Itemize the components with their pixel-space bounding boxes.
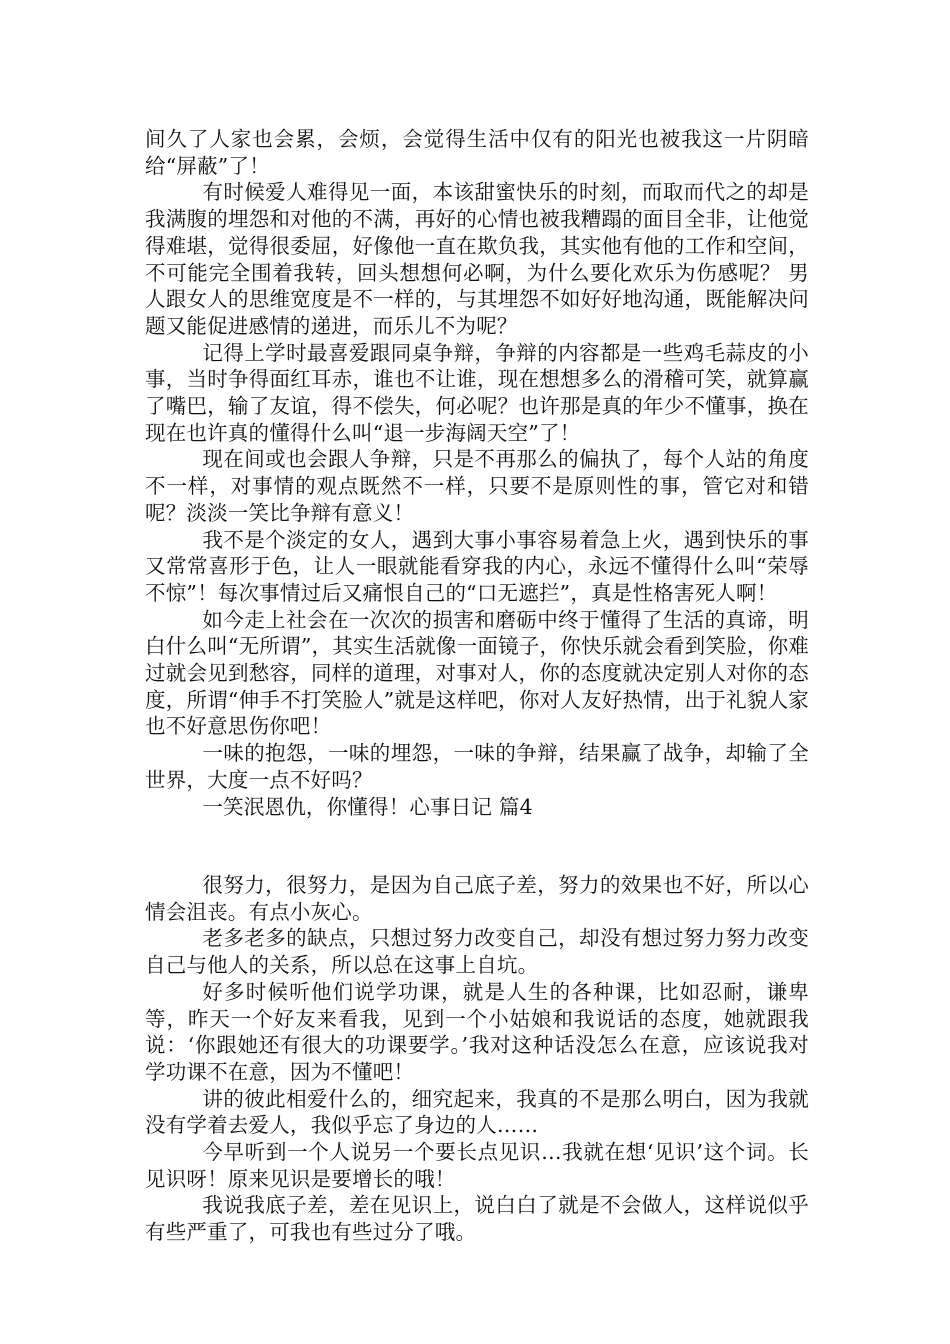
paragraph: 很努力，很努力，是因为自己底子差，努力的效果也不好，所以心情会沮丧。有点小灰心。	[145, 873, 809, 924]
top-text-section	[145, 126, 809, 820]
paragraph: 间久了人家也会累，会烦，会觉得生活中仅有的阳光也被我这一片阴暗给“屏蔽”了！	[145, 127, 809, 178]
bottom-text-section	[145, 872, 809, 1246]
paragraph: 好多时候听他们说学功课，就是人生的各种课，比如忍耐，谦卑等，昨天一个好友来看我，见到一个小姑娘和我说话的态度，她就跟我说：‘你跟她还有很大的功课要学。’我对这种话没怎么在意，应该说我对学功课不在意，因为不懂吧！	[145, 979, 809, 1084]
paragraph: 现在间或也会跟人争辩，只是不再那么的偏执了，每个人站的角度不一样，对事情的观点既然不一样，只要不是原则性的事，管它对和错呢？淡淡一笑比争辩有意义！	[145, 447, 809, 525]
section-heading: 一笑泯恩仇，你懂得！心事日记 篇4	[202, 794, 533, 819]
paragraph: 我说我底子差，差在见识上，说白白了就是不会做人，这样说似乎有些严重了，可我也有些过分了哦。	[145, 1193, 809, 1245]
paragraph: 讲的彼此相爱什么的，细究起来，我真的不是那么明白，因为我就没有学着去爱人，我似乎忘了身边的人……	[145, 1086, 809, 1138]
paragraph: 如今走上社会在一次次的损害和磨砺中终于懂得了生活的真谛，明白什么叫“无所谓”，其实生活就像一面镜子，你快乐就会看到笑脸，你难过就会见到愁容，同样的道理，对事对人，你的态度就决定别人对你的态度，所谓“伸手不打笑脸人”就是这样吧，你对人友好热情，出于礼貌人家也不好意思伤你吧！	[145, 607, 809, 739]
paragraph: 今早听到一个人说另一个要长点见识…我就在想‘见识’这个词。长见识呀！原来见识是要增长的哦！	[145, 1140, 809, 1191]
paragraph: 老多老多的缺点，只想过努力改变自己，却没有想过努力努力改变自己与他人的关系，所以总在这事上自坑。	[145, 926, 809, 978]
paragraph: 记得上学时最喜爱跟同桌争辩，争辩的内容都是一些鸡毛蒜皮的小事，当时争得面红耳赤，谁也不让谁，现在想想多么的滑稽可笑，就算赢了嘴巴，输了友谊，得不偿失，何必呢？也许那是真的年少不懂事，换在现在也许真的懂得什么叫“退一步海阔天空”了！	[145, 340, 809, 445]
paragraph: 一味的抱怨，一味的埋怨，一味的争辩，结果赢了战争，却输了全世界，大度一点不好吗？	[145, 741, 809, 792]
paragraph: 我不是个淡定的女人，遇到大事小事容易着急上火，遇到快乐的事又常常喜形于色，让人一眼就能看穿我的内心，永远不懂得什么叫“荣辱不惊”！每次事情过后又痛恨自己的“口无遮拦”，真是性格害死人啊！	[145, 527, 809, 605]
paragraph: 有时候爱人难得见一面，本该甜蜜快乐的时刻，而取而代之的却是我满腹的埋怨和对他的不满，再好的心情也被我糟蹋的面目全非，让他觉得难堪，觉得很委屈，好像他一直在欺负我，其实他有他的工作和空间，不可能完全围着我转，回头想想何必啊，为什么要化欢乐为伤感呢？ 男人跟女人的思维宽度是不一样的，与其埋怨不如好好地沟通，既能解决问题又能促进感情的递进，而乐儿不为呢？	[145, 180, 809, 338]
